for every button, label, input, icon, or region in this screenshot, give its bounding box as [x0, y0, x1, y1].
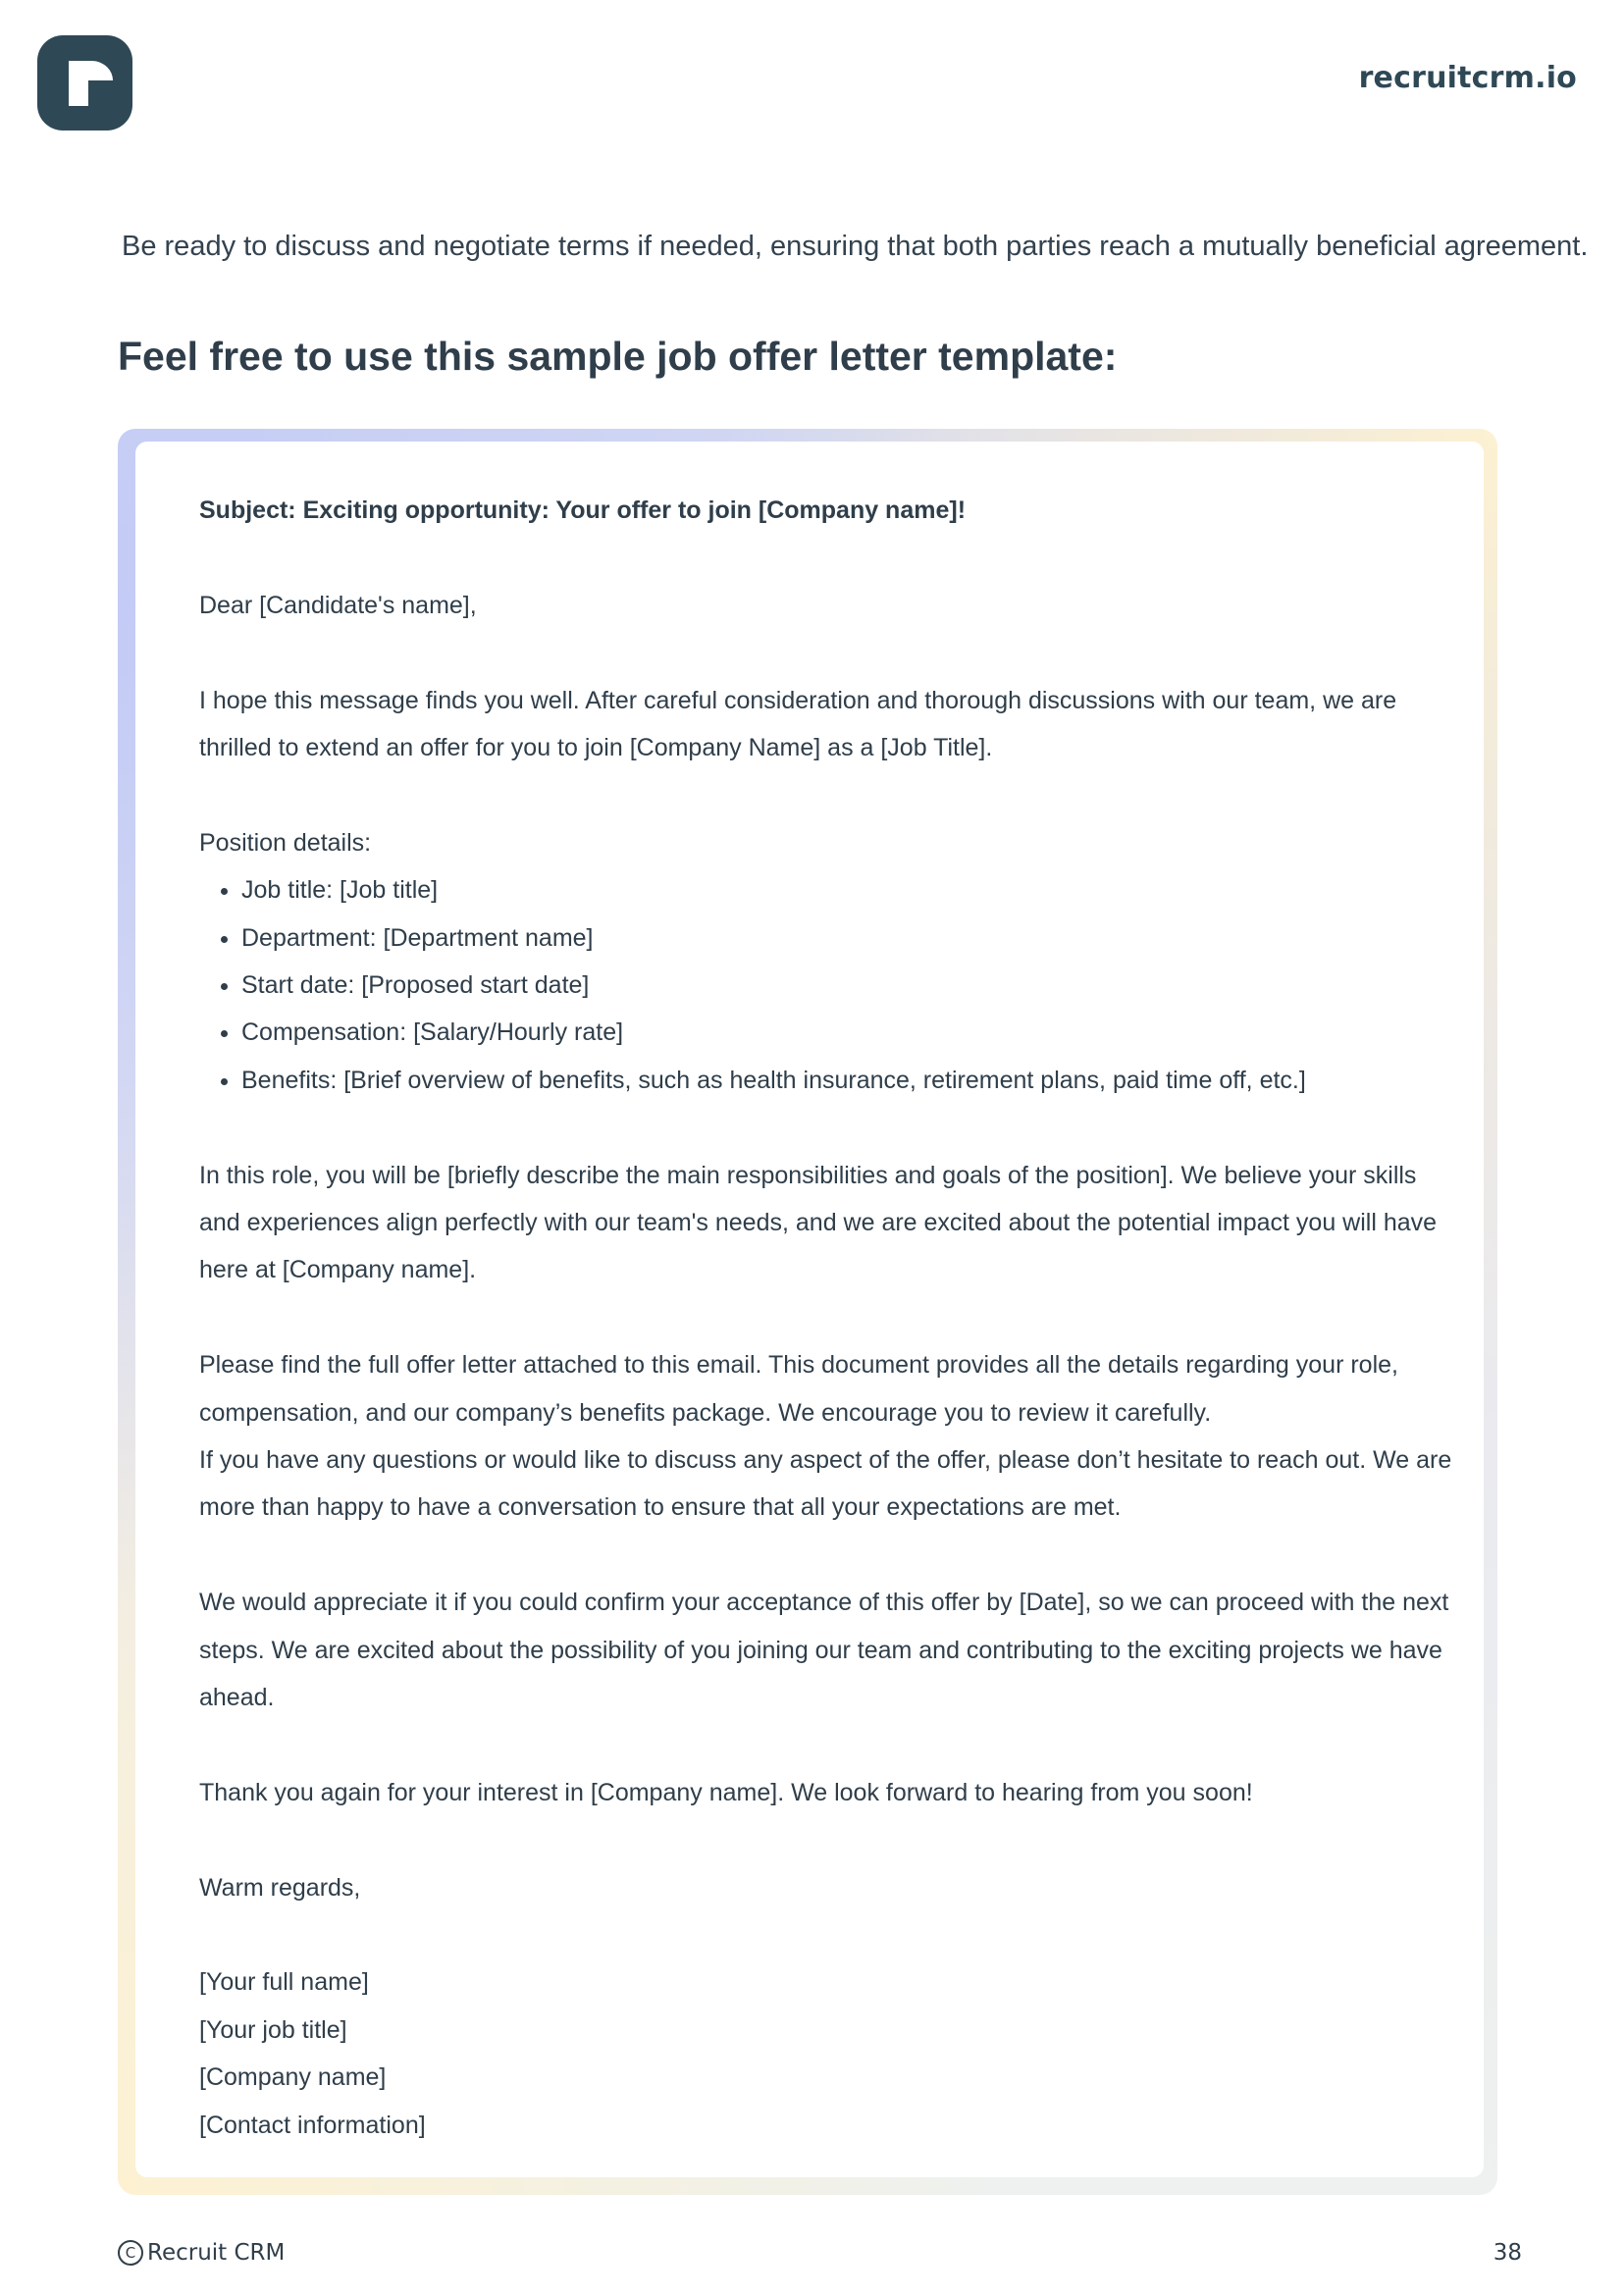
signature-job-title: [Your job title] — [199, 2015, 347, 2044]
letter-greeting: Dear [Candidate's name], — [199, 591, 477, 619]
footer-copyright — [118, 2240, 285, 2266]
list-item: • Benefits: [Brief overview of benefits, such as health insurance, retirement plans, paid time off, etc.] — [241, 1057, 1454, 1104]
brand-url: recruitcrm.io — [1358, 61, 1577, 95]
page-number: 38 — [1493, 2240, 1522, 2266]
section-heading: Feel free to use this sample job offer letter template: — [118, 334, 1118, 379]
letter-paragraph-questions: If you have any questions or would like to discuss any aspect of the offer, please don’t hesitate to reach out. We are more than happy to have a conversation to ensure that all your expectations are met. — [199, 1446, 1452, 1522]
footer-company: Recruit CRM — [147, 2240, 286, 2266]
letter-paragraph-intro: I hope this message finds you well. After careful consideration and thorough discussions with our team, we are thrilled to extend an offer for you to join [Company Name] as a [Job Title]. — [199, 686, 1397, 761]
list-item: • Job title: [Job title] — [241, 866, 1454, 913]
signature-name: [Your full name] — [199, 1968, 369, 1997]
letter-paragraph-acceptance: We would appreciate it if you could confirm your acceptance of this offer by [Date], so we can proceed with the next steps. We are excited about the possibility of you joining our team and contributing to the exciting projects we have ahead. — [199, 1589, 1449, 1712]
letter-closing: Warm regards, — [199, 1873, 361, 1902]
template-card — [135, 442, 1484, 2177]
signature-contact: [Contact information] — [199, 2111, 426, 2139]
list-item: • Start date: [Proposed start date] — [241, 962, 1454, 1009]
recruit-crm-logo-icon — [37, 35, 132, 130]
position-details-label: Position details: — [199, 828, 372, 857]
copyright-icon: C — [118, 2240, 143, 2266]
intro-paragraph: Be ready to discuss and negotiate terms if needed, ensuring that both parties reach a mutually beneficial agreement. — [122, 231, 1589, 262]
position-details-list — [199, 866, 1454, 1104]
template-frame — [118, 429, 1497, 2195]
letter-paragraph-thanks: Thank you again for your interest in [Company name]. We look forward to hearing from you soon! — [199, 1778, 1253, 1806]
letter-subject: Subject: Exciting opportunity: Your offer to join [Company name]! — [199, 496, 967, 524]
list-item: • Compensation: [Salary/Hourly rate] — [241, 1009, 1454, 1056]
letter-paragraph-role: In this role, you will be [briefly describe the main responsibilities and goals of the position]. We believe your skills and experiences align perfectly with our team's needs, and we are excited about the potential impact you will have here at [Company name]. — [199, 1161, 1438, 1284]
signature-company: [Company name] — [199, 2063, 387, 2092]
letter-paragraph-attachment: Please find the full offer letter attached to this email. This document provides all the details regarding your role, compensation, and our company’s benefits package. We encourage you to review it carefully. — [199, 1351, 1398, 1427]
list-item: • Department: [Department name] — [241, 914, 1454, 962]
offer-letter-template — [199, 487, 1454, 2149]
